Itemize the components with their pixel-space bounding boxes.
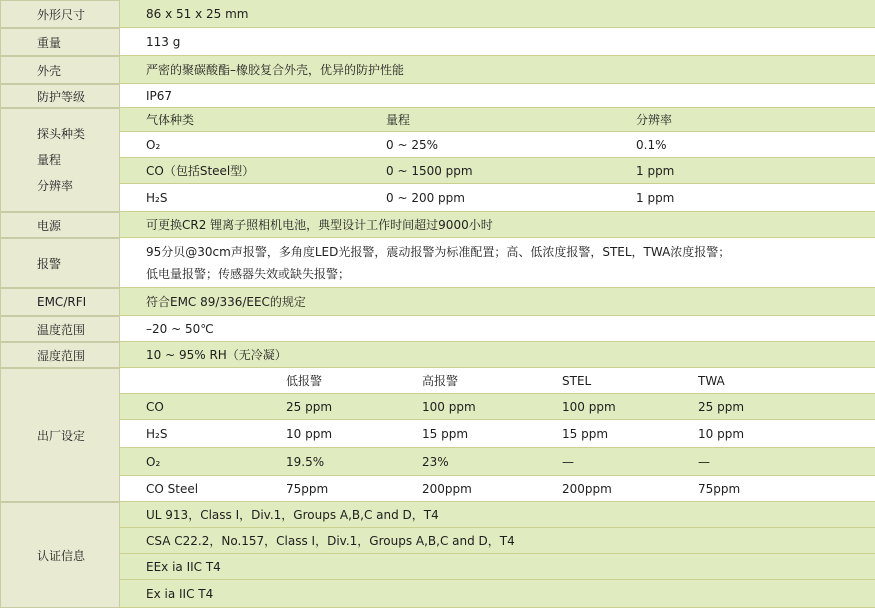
- dimensions-value: 86 x 51 x 25 mm: [120, 0, 875, 28]
- sensor-label-resolution: 分辨率: [37, 179, 74, 193]
- factory-low: 19.5%: [286, 454, 325, 469]
- power-label: 电源: [0, 212, 120, 238]
- certification-item: UL 913，Class I，Div.1，Groups A,B,C and D，T4: [120, 502, 875, 528]
- certification-item: EEx ia IIC T4: [120, 554, 875, 580]
- sensor-label-type: 探头种类: [37, 127, 86, 141]
- factory-gas: CO Steel: [146, 481, 199, 496]
- housing-value: 严密的聚碳酸酯–橡胶复合外壳，优异的防护性能: [120, 56, 875, 84]
- sensor-header-gas: 气体种类: [146, 113, 195, 127]
- factory-high: 200ppm: [422, 481, 472, 496]
- alarm-label: 报警: [0, 238, 120, 288]
- table-row: [120, 420, 875, 448]
- weight-value: 113 g: [120, 28, 875, 56]
- alarm-value: [120, 238, 875, 288]
- factory-stel: 15 ppm: [562, 426, 609, 441]
- table-row: [120, 158, 875, 184]
- sensor-gas: H₂S: [146, 190, 168, 205]
- sensor-range: 0 ~ 200 ppm: [386, 190, 465, 205]
- alarm-line-1: 95分贝@30cm声报警，多角度LED光报警，震动报警为标准配置；高、低浓度报警，STEL，TWA浓度报警；: [146, 244, 731, 259]
- table-row: [120, 132, 875, 158]
- sensor-resolution: 0.1%: [636, 137, 667, 152]
- emc-value: 符合EMC 89/336/EEC的规定: [120, 288, 875, 316]
- temperature-label: 温度范围: [0, 316, 120, 342]
- dimensions-label: 外形尺寸: [0, 0, 120, 28]
- factory-high: 100 ppm: [422, 399, 476, 414]
- table-row: [120, 394, 875, 420]
- humidity-label: 湿度范围: [0, 342, 120, 368]
- certification-item: Ex ia IIC T4: [120, 580, 875, 608]
- temperature-value: –20 ~ 50℃: [120, 316, 875, 342]
- protection-label: 防护等级: [0, 84, 120, 108]
- power-value: 可更换CR2 锂离子照相机电池，典型设计工作时间超过9000小时: [120, 212, 875, 238]
- sensor-header-row: [120, 108, 875, 132]
- factory-stel: 100 ppm: [562, 399, 616, 414]
- sensor-resolution: 1 ppm: [636, 190, 675, 205]
- factory-header-row: [120, 368, 875, 394]
- sensor-resolution: 1 ppm: [636, 163, 675, 178]
- certification-item: CSA C22.2，No.157，Class I，Div.1，Groups A,B,C and D，T4: [120, 528, 875, 554]
- factory-high: 15 ppm: [422, 426, 469, 441]
- factory-high: 23%: [422, 454, 449, 469]
- factory-gas: O₂: [146, 454, 161, 469]
- emc-label: EMC/RFI: [0, 288, 120, 316]
- factory-gas: CO: [146, 399, 164, 414]
- factory-header-stel: STEL: [562, 373, 592, 388]
- factory-twa: 75ppm: [698, 481, 741, 496]
- factory-low: 25 ppm: [286, 399, 333, 414]
- certification-label: 认证信息: [0, 502, 120, 608]
- factory-low: 10 ppm: [286, 426, 333, 441]
- protection-value: IP67: [120, 84, 875, 108]
- factory-header-low: 低报警: [286, 374, 323, 388]
- sensor-header-resolution: 分辨率: [636, 113, 673, 127]
- sensor-label-range: 量程: [37, 153, 62, 167]
- factory-gas: H₂S: [146, 426, 168, 441]
- sensor-range: 0 ~ 1500 ppm: [386, 163, 473, 178]
- factory-label: 出厂设定: [0, 368, 120, 502]
- humidity-value: 10 ~ 95% RH（无冷凝）: [120, 342, 875, 368]
- sensor-gas: CO（包括Steel型）: [146, 164, 255, 178]
- weight-label: 重量: [0, 28, 120, 56]
- sensor-range: 0 ~ 25%: [386, 137, 438, 152]
- factory-twa: 10 ppm: [698, 426, 745, 441]
- table-row: [120, 476, 875, 502]
- sensor-label: [0, 108, 120, 212]
- table-row: [120, 448, 875, 476]
- table-row: [120, 184, 875, 212]
- factory-stel: —: [562, 454, 574, 469]
- factory-twa: —: [698, 454, 710, 469]
- factory-low: 75ppm: [286, 481, 329, 496]
- housing-label: 外壳: [0, 56, 120, 84]
- sensor-gas: O₂: [146, 137, 161, 152]
- factory-header-twa: TWA: [698, 373, 725, 388]
- sensor-header-range: 量程: [386, 113, 411, 127]
- alarm-line-2: 低电量报警；传感器失效或缺失报警；: [146, 266, 351, 281]
- factory-stel: 200ppm: [562, 481, 612, 496]
- factory-twa: 25 ppm: [698, 399, 745, 414]
- factory-header-high: 高报警: [422, 374, 459, 388]
